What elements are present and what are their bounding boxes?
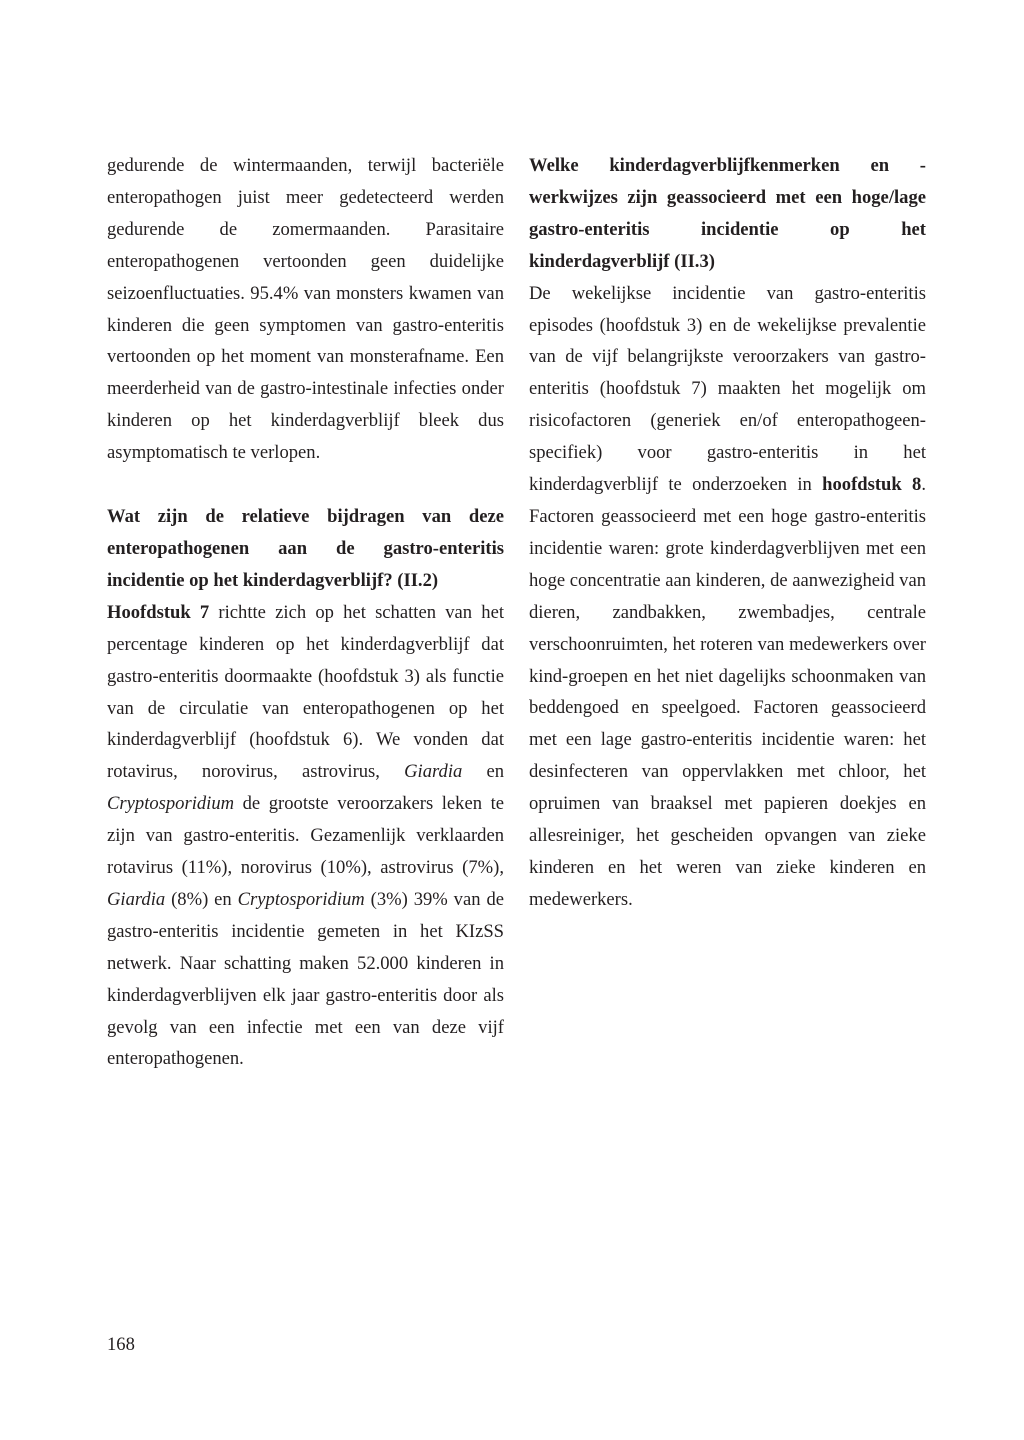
right-column xyxy=(529,150,926,916)
body-text: (8%) en xyxy=(165,888,238,910)
intro-paragraph: gedurende de wintermaanden, terwijl bacteriële enteropathogen juist meer gedetecteerd werden gedurende de zomermaanden. Parasitaire enteropathogenen vertoonden geen duidelijke seizoenfluctuaties. 95.4% van monsters kwamen van kinderen die geen symptomen van gastro-enteritis vertoonden op het moment van monsterafname. Een meerderheid van de gastro-intestinale infecties onder kinderen op het kinderdagverblijf bleek dus asymptomatisch te verlopen. xyxy=(107,155,504,464)
left-column xyxy=(107,150,504,1075)
body-text: (3%) 39% van de gastro-enteritis incidentie gemeten in het KIzSS netwerk. Naar schatting maken 52.000 kinderen in kinderdagverblijven elk jaar gastro-enteritis door als gevolg van een infectie met een van deze vijf enteropathogenen. xyxy=(107,888,504,1070)
chapter-ref-7: Hoofdstuk 7 xyxy=(107,601,210,623)
body-text: en xyxy=(462,761,504,783)
body-text: richtte zich op het schatten van het percentage kinderen op het kinderdagverblijf dat gastro-enteritis doormaakte (hoofdstuk 3) als functie van de circulatie van enteropathogenen op het kinderdagverblijf (hoofdstuk 6). We vonden dat rotavirus, norovirus, astrovirus, xyxy=(107,601,504,783)
body-text: de grootste veroorzakers leken te zijn van gastro-enteritis. Gezamenlijk verklaarden rotavirus (11%), norovirus (10%), astrovirus (7%), xyxy=(107,793,504,879)
chapter-ref-8: hoofdstuk 8 xyxy=(822,474,922,496)
species-name: Cryptosporidium xyxy=(237,888,365,910)
section-heading-ii3: Welke kinderdagverblijfkenmerken en -werkwijzes zijn geassocieerd met een hoge/lage gastro-enteritis incidentie op het kinderdagverblijf (II.3) xyxy=(529,155,926,272)
body-paragraph-ii2 xyxy=(107,597,504,1076)
page-number: 168 xyxy=(107,1334,135,1355)
species-name: Cryptosporidium xyxy=(107,793,235,815)
species-name: Giardia xyxy=(404,761,463,783)
species-name: Giardia xyxy=(107,888,166,910)
section-heading-ii2: Wat zijn de relatieve bijdragen van deze enteropathogenen aan de gastro-enteritis incidentie op het kinderdagverblijf? (II.2) xyxy=(107,506,504,591)
body-text: De wekelijkse incidentie van gastro-enteritis episodes (hoofdstuk 3) en de wekelijkse prevalentie van de vijf belangrijkste veroorzakers van gastro-enteritis (hoofdstuk 7) maakten het mogelijk om risicofactoren (generiek en/of enteropathogeen-specifiek) voor gastro-enteritis in het kinderdagverblijf te onderzoeken in xyxy=(529,282,926,496)
body-text: . Factoren geassocieerd met een hoge gastro-enteritis incidentie waren: grote kinderdagverblijven met een hoge concentratie aan kinderen, de aanwezigheid van dieren, zandbakken, zwembadjes, centrale verschoonruimten, het roteren van medewerkers over kind-groepen en het niet dagelijks schoonmaken van beddengoed en speelgoed. Factoren geassocieerd met een lage gastro-enteritis incidentie waren: het desinfecteren van oppervlakken met chloor, het opruimen van braaksel met papieren doekjes en allesreiniger, het gescheiden opvangen van zieke kinderen en het weren van zieke kinderen en medewerkers. xyxy=(529,474,926,910)
body-paragraph-ii3 xyxy=(529,278,926,916)
